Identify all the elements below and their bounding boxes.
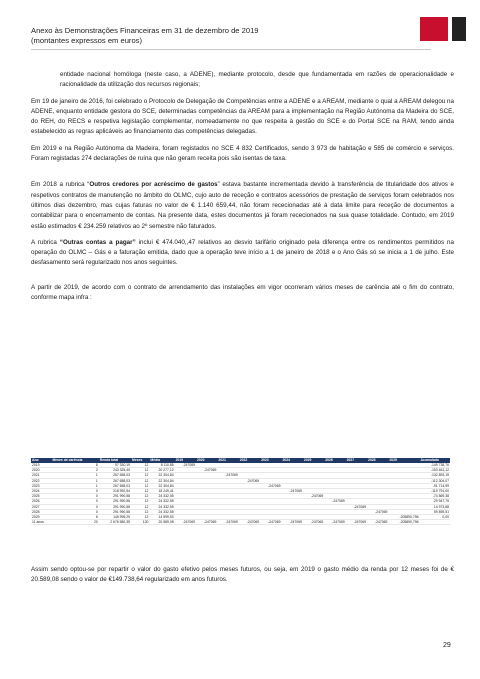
table-cell: -119 791,00 bbox=[420, 489, 450, 494]
table-cell: -247069 bbox=[324, 499, 345, 504]
table-cell: -247069 bbox=[324, 520, 345, 525]
table-cell: 24 332,55 bbox=[149, 504, 174, 509]
p3-pre: Em 2018 a rubrica “ bbox=[31, 181, 90, 189]
table-cell: 145 995,29 bbox=[99, 515, 131, 520]
body-text bbox=[31, 70, 454, 309]
table-cell: 14 599,53 bbox=[149, 515, 174, 520]
table-cell: 12 bbox=[131, 489, 149, 494]
table-cell: 2028 bbox=[31, 509, 51, 514]
table-cell: 8 bbox=[51, 463, 98, 468]
table-header-cell: 2023 bbox=[260, 458, 281, 463]
table-cell: 2020 bbox=[31, 468, 51, 473]
table-cell: -247069 bbox=[217, 520, 238, 525]
table-cell: 291 990,58 bbox=[99, 494, 131, 499]
table-cell: 2024 bbox=[31, 489, 51, 494]
table-cell: 97 330,19 bbox=[99, 463, 131, 468]
table-cell: 0 bbox=[51, 489, 98, 494]
table-cell: -112 304,07 bbox=[420, 478, 450, 483]
table-cell: -247069 bbox=[239, 478, 260, 483]
table-cell: 12 bbox=[131, 504, 149, 509]
table-cell: 22 304,84 bbox=[149, 473, 174, 478]
table-cell: 2 bbox=[51, 468, 98, 473]
table-cell: 1 bbox=[51, 473, 98, 478]
header-subtitle: (montantes expressos em euros) bbox=[31, 36, 142, 45]
table-cell: 2019 bbox=[31, 463, 51, 468]
table-cell: -247069 bbox=[175, 520, 196, 525]
table-cell: 12 bbox=[131, 463, 149, 468]
table-header-cell: 2025 bbox=[303, 458, 324, 463]
table-cell: 24 332,55 bbox=[149, 494, 174, 499]
table-cell: 130 bbox=[131, 520, 149, 525]
table-header-cell: 2026 bbox=[324, 458, 345, 463]
table-cell: -247069 bbox=[303, 520, 324, 525]
table-cell: 2021 bbox=[31, 473, 51, 478]
table-cell: 2027 bbox=[31, 504, 51, 509]
p3-post: ” estava bastante incrementada devido à transferência de titularidade dos ativos e respetivos contratos de manutenção no âmbito do OLMC, cujo auto de receção e contratos acessórios de prestação de serviços foram celebrados nos últimos dias dezembro, mas cujas faturas no valor de € 1.140 659,44, não foram rececionadas até à data limite para receção de documentos a contabilizar para o encerramento de contas. Na presente data, estes documentos já foram rececionados na sua quase totalidade. Contudo, em 2019 estão estimados € 234.259 relativos ao 2º semestre não faturados. bbox=[31, 181, 455, 230]
table-body bbox=[31, 463, 450, 525]
table-cell: 12 bbox=[131, 515, 149, 520]
table-cell: 2029 bbox=[31, 515, 51, 520]
table-cell: -29 947,75 bbox=[420, 499, 450, 504]
table-header-cell: 2029 bbox=[388, 458, 419, 463]
p4-pre: A rubrica bbox=[31, 238, 60, 246]
table-cell: 218 992,94 bbox=[99, 489, 131, 494]
table-cell: 267 658,03 bbox=[99, 473, 131, 478]
table-cell: -247069 bbox=[367, 509, 388, 514]
table-cell: -247069 bbox=[282, 489, 303, 494]
table-cell: 11 anos bbox=[31, 520, 51, 525]
table-cell: -91 714,99 bbox=[420, 483, 450, 488]
table-cell: 12 bbox=[131, 499, 149, 504]
table-cell: -247069 bbox=[239, 520, 260, 525]
page-header bbox=[31, 26, 411, 46]
table-cell: 20 bbox=[51, 520, 98, 525]
table-cell: -247069 bbox=[346, 504, 367, 509]
table-cell: 6 bbox=[51, 515, 98, 520]
table-total-row bbox=[31, 520, 450, 525]
table-cell: 12 bbox=[131, 509, 149, 514]
body-text-after-table bbox=[31, 565, 454, 586]
table-cell: 267 658,03 bbox=[99, 483, 131, 488]
table-header-cell: 2027 bbox=[346, 458, 367, 463]
table-cell: 12 bbox=[131, 483, 149, 488]
table-cell: -247069 bbox=[217, 473, 238, 478]
table-cell: 18 249,41 bbox=[149, 489, 174, 494]
table-cell: 0,00 bbox=[420, 515, 450, 520]
table-cell: 291 990,58 bbox=[99, 499, 131, 504]
table-header-cell: 2022 bbox=[239, 458, 260, 463]
table-cell: 0 bbox=[51, 509, 98, 514]
table-cell: -247069 bbox=[260, 483, 281, 488]
table-cell: -153 461,12 bbox=[420, 468, 450, 473]
table-cell: -132 893,15 bbox=[420, 473, 450, 478]
table-header-cell: Meses bbox=[131, 458, 149, 463]
table-cell: 0 bbox=[51, 499, 98, 504]
p4-bold: “Outras contas a pagar” bbox=[59, 238, 136, 246]
table-cell: -74 869,38 bbox=[420, 494, 450, 499]
table-cell: 0 bbox=[51, 504, 98, 509]
paragraph-6: Assim sendo optou-se por repartir o valor do gasto efetivo pelos meses futuros, ou seja, em 2019 o gasto médio da renda por 12 meses foi de € 20.589,08 sendo o valor de €149.738,64 regularizado em anos futuros. bbox=[31, 566, 454, 584]
table-cell: 12 bbox=[131, 473, 149, 478]
table-header-cell: Renda total bbox=[99, 458, 131, 463]
table-header-cell: 2028 bbox=[367, 458, 388, 463]
table-cell: 24 332,55 bbox=[149, 509, 174, 514]
paragraph-2: Em 2019 e na Região Autónoma da Madeira, foram registados no SCE 4 832 Certificados, sendo 3 973 de habitação e 585 de comércio e serviços. Foram registadas 274 declarações de ruína que não geram receita pois são isentas de taxa. bbox=[31, 144, 454, 163]
logo-red-block bbox=[420, 17, 448, 41]
table-cell: 2025 bbox=[31, 494, 51, 499]
table-cell: 291 990,58 bbox=[99, 509, 131, 514]
table-cell: 20 277,12 bbox=[149, 468, 174, 473]
paragraph-1: Em 19 de janeiro de 2016, foi celebrado o Protocolo de Delegação de Competências entre a ADENE e a AREAM, mediante o qual a AREAM delegou na ADENE, enquanto entidade gestora do SCE, determinadas competências da AREAM para a implementação na Região Autónoma da Madeira do SCE, do REH, do RECS e respetiva legislação complementar, nomeadamente no que respeita à gestão do SCE e do Portal SCE na RAM, tendo ainda estabelecido as regras aplicáveis ao financiamento das competências delegadas. bbox=[31, 97, 454, 136]
table-cell: -247069 bbox=[303, 494, 324, 499]
table-cell: 1 bbox=[51, 483, 98, 488]
table-cell: -247069 bbox=[175, 463, 196, 468]
table-cell: 243 325,40 bbox=[99, 468, 131, 473]
table-cell: -247069 bbox=[282, 520, 303, 525]
page-number: 29 bbox=[443, 642, 451, 649]
table-cell: 12 bbox=[131, 478, 149, 483]
table-header-cell: 2021 bbox=[217, 458, 238, 463]
table-cell: 14 973,88 bbox=[420, 504, 450, 509]
table-cell: 22 304,84 bbox=[149, 478, 174, 483]
logo-black-block bbox=[452, 17, 466, 41]
table-cell: 267 658,03 bbox=[99, 478, 131, 483]
table-cell: 22 304,84 bbox=[149, 483, 174, 488]
table-cell: 1 bbox=[51, 478, 98, 483]
table-header-cell: Média bbox=[149, 458, 174, 463]
table-header-cell: Ano bbox=[31, 458, 51, 463]
table-cell: -149 738,76 bbox=[420, 463, 450, 468]
table-cell: 2022 bbox=[31, 478, 51, 483]
table-cell: 8 110,85 bbox=[149, 463, 174, 468]
table-cell: 24 332,55 bbox=[149, 499, 174, 504]
table-cell: -247069 bbox=[260, 520, 281, 525]
table-cell: 291 990,58 bbox=[99, 504, 131, 509]
table-cell: -205890,796 bbox=[388, 515, 419, 520]
table-header-cell: Meses de carência bbox=[51, 458, 98, 463]
table-header-cell: 2019 bbox=[175, 458, 196, 463]
rent-schedule-table bbox=[31, 458, 450, 525]
table-cell: -247069 bbox=[367, 520, 388, 525]
table-cell: 0 bbox=[51, 494, 98, 499]
paragraph-4 bbox=[31, 238, 454, 269]
table-cell: 12 bbox=[131, 468, 149, 473]
paragraph-3 bbox=[31, 180, 454, 231]
table-header-cell: Acumulado bbox=[420, 458, 450, 463]
table-cell: 2023 bbox=[31, 483, 51, 488]
table-cell: 12 bbox=[131, 494, 149, 499]
table-cell: 2026 bbox=[31, 499, 51, 504]
table-cell: -247069 bbox=[346, 520, 367, 525]
table-cell: 2 676 580,35 bbox=[99, 520, 131, 525]
p3-bold: Outros credores por acréscimo de gastos bbox=[89, 181, 218, 189]
header-divider bbox=[31, 49, 431, 50]
table-cell: 20 589,08 bbox=[149, 520, 174, 525]
paragraph-0: entidade nacional homóloga (neste caso, a ADENE), mediante protocolo, desde que fundamentada em razões de operacionalidade e racionalidade da utilização dos recursos regionais; bbox=[60, 71, 454, 89]
table-cell: -247069 bbox=[196, 520, 217, 525]
table-header-cell: 2024 bbox=[282, 458, 303, 463]
table-cell: 59 895,51 bbox=[420, 509, 450, 514]
table-cell bbox=[420, 520, 450, 525]
table-header-cell: 2020 bbox=[196, 458, 217, 463]
table-cell: -205890,796 bbox=[388, 520, 419, 525]
p4-post: inclui € 474.040,,47 relativos ao desvio tarifário originado pela diferença entre os rendimentos permitidos na operação do OLMC – Gás e a faturação emitida, dado que a operação teve início a 1 de janeiro de 2018 e o Ano Gás só se inicia a 1 de julho. Este desfasamento será regularizado nos anos seguintes. bbox=[31, 238, 454, 267]
paragraph-5: A partir de 2019, de acordo com o contrato de arrendamento das instalações em vigor ocorreram vários meses de carência até o fim do contrato, conforme mapa infra : bbox=[31, 283, 454, 302]
table-cell: -247069 bbox=[196, 468, 217, 473]
header-title: Anexo às Demonstrações Financeiras em 31 de dezembro de 2019 bbox=[31, 26, 259, 35]
